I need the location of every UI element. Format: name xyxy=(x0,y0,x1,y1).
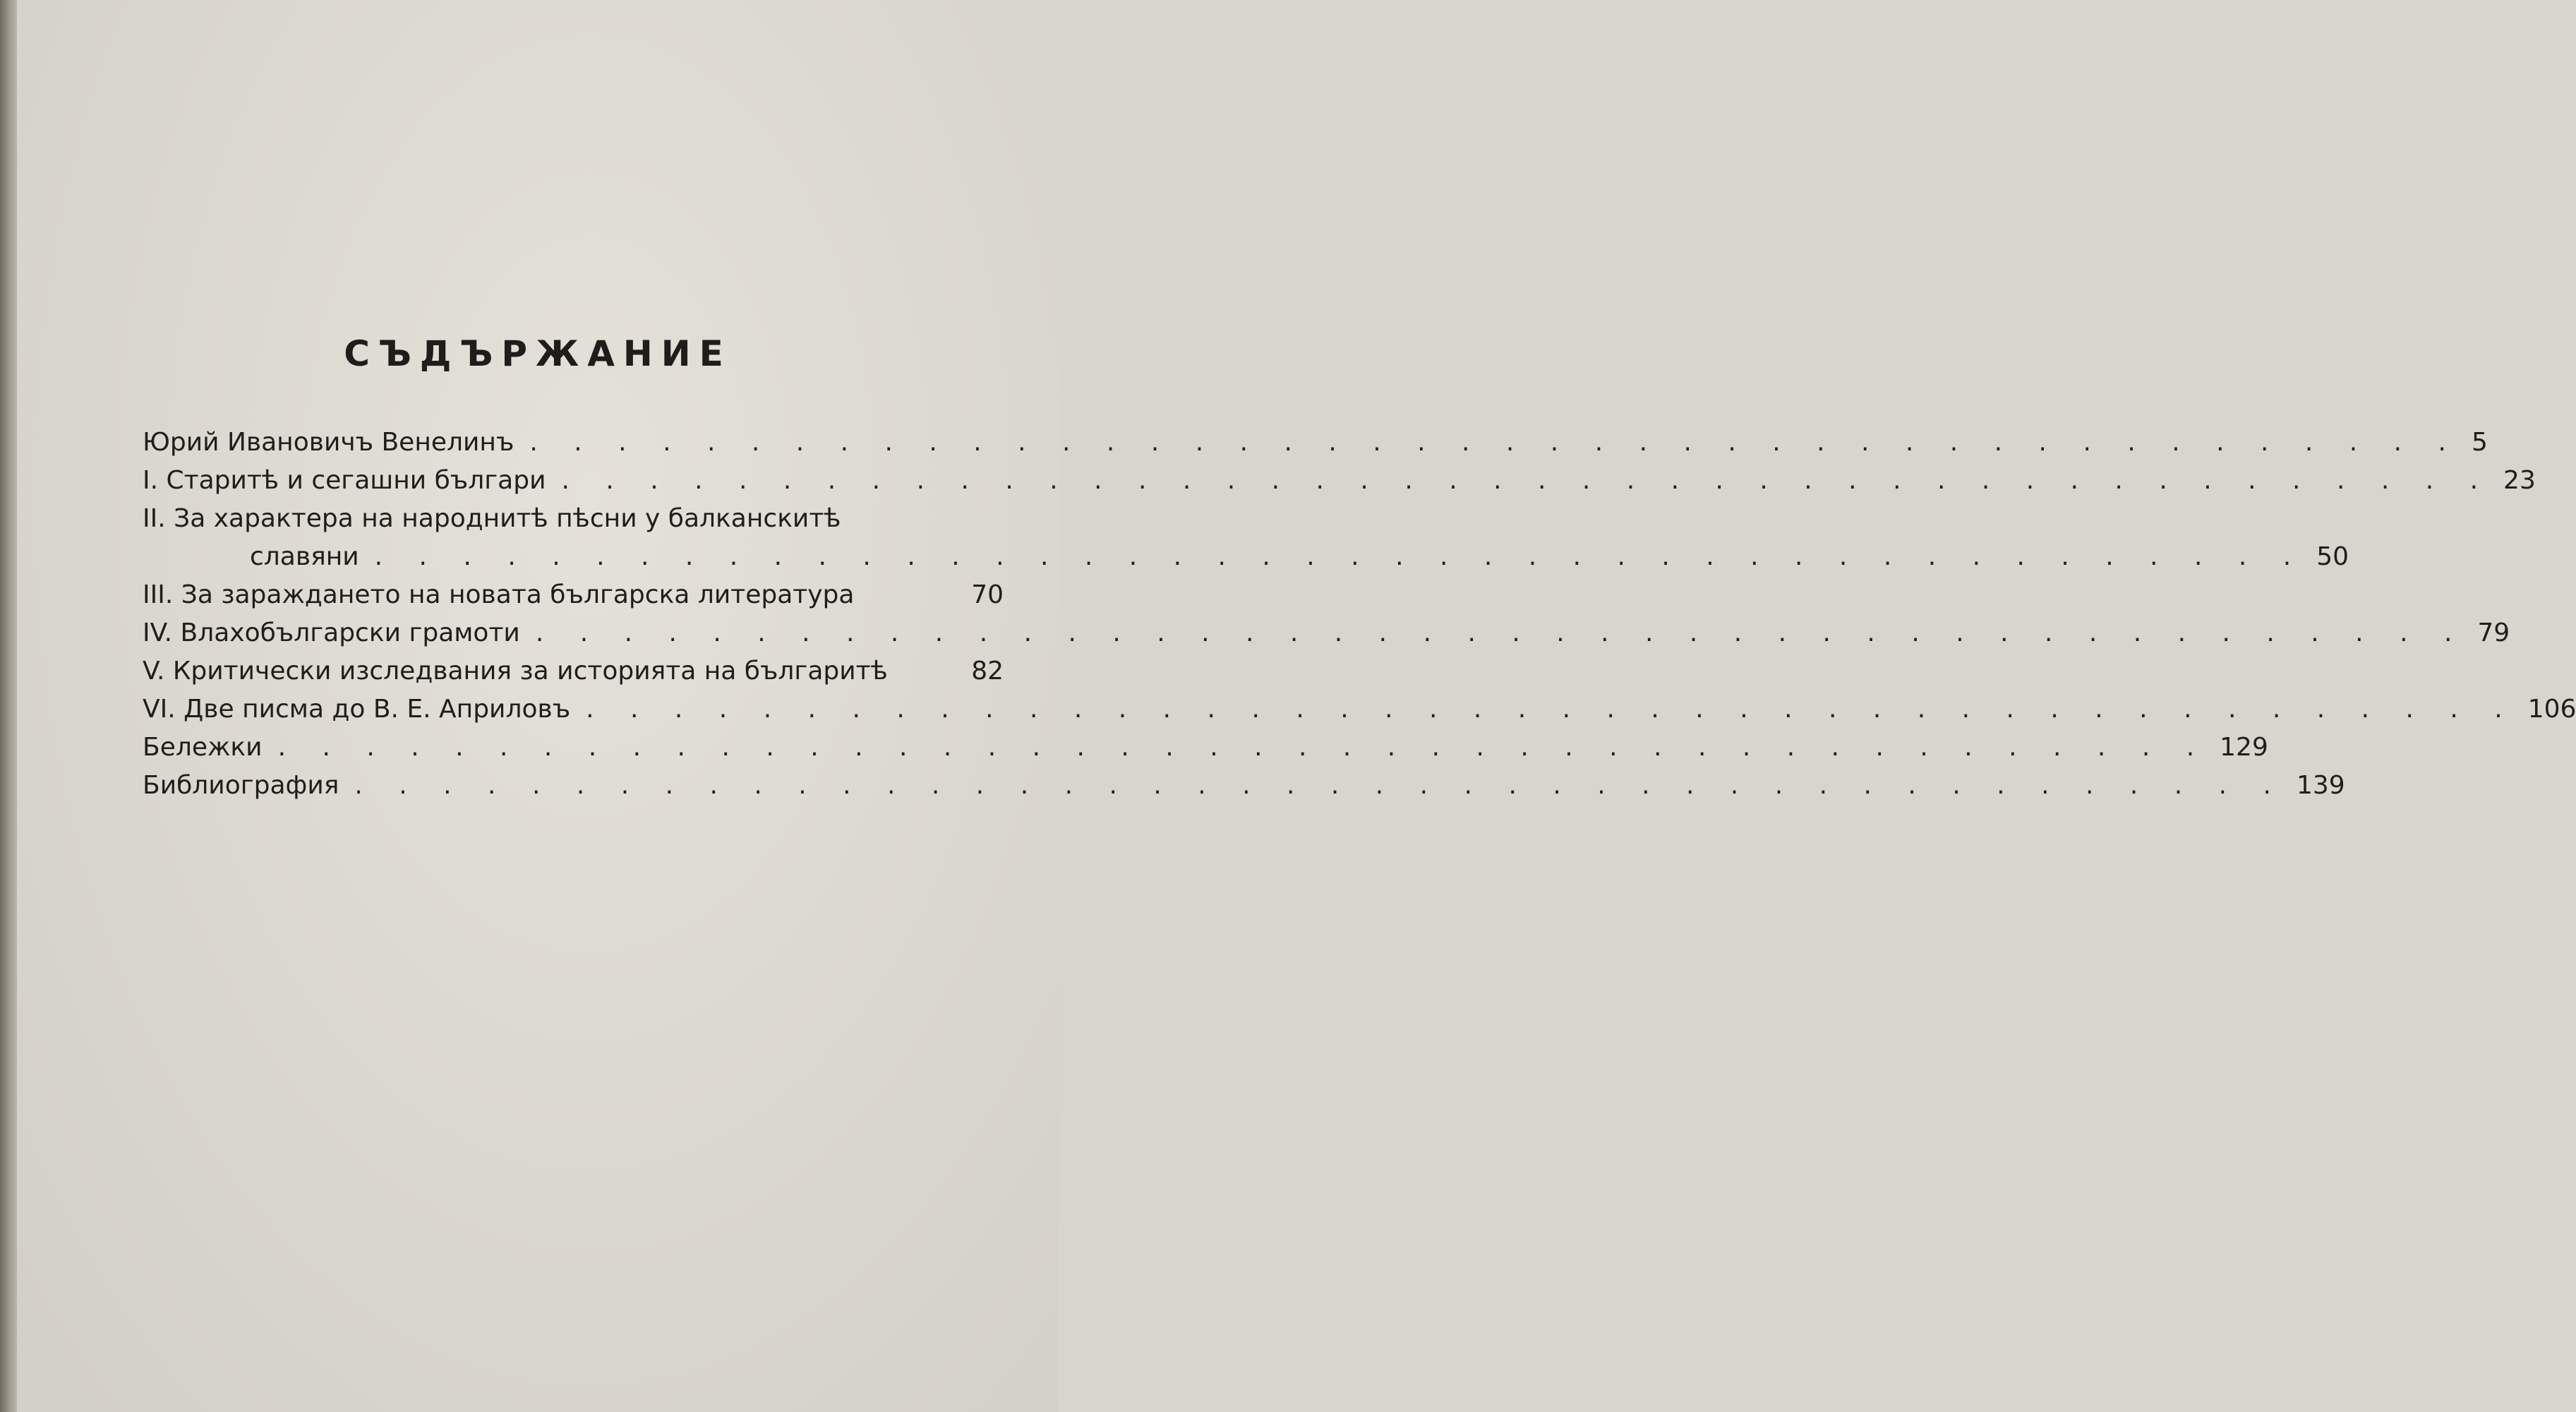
toc-entry-page: 70 xyxy=(971,580,1004,609)
toc-entry-title-continued: славяни xyxy=(250,542,359,571)
toc-entry xyxy=(143,614,2510,652)
toc-entry-continuation xyxy=(143,538,2349,576)
toc-entry xyxy=(143,690,2576,729)
toc-entry-page: 106 xyxy=(2527,695,2576,724)
dot-leader: . . . . . . . . . . . . . . . . . . . . . . . . . . . . . . . . . . . . . . . . . . . . xyxy=(535,618,2467,647)
dot-leader: . . . . . . . . . . . . . . . . . . . . . . . . . . . . . . . . . . . . . . . . . . . . xyxy=(586,695,2517,724)
toc-entry-title: I. Старитѣ и сегашни българи xyxy=(143,466,546,495)
dot-leader: . . . . . . . . . . . . . . . . . . . . . . . . . . . . . . . . . . . . . . . . . . . . xyxy=(277,733,2209,762)
table-of-contents xyxy=(143,424,2576,805)
toc-entry xyxy=(143,500,2349,576)
toc-entry-title: III. За зараждането на новата българска литература xyxy=(143,580,855,609)
toc-entry-page: 50 xyxy=(2316,542,2349,571)
dot-leader: . . . . . . . . . . . . . . . . . . . . . . . . . . . . . . . . . . . . . . . . . . . . xyxy=(529,428,2460,457)
toc-entry xyxy=(143,767,2345,805)
toc-entry-page: 79 xyxy=(2477,618,2510,647)
toc-entry xyxy=(143,424,2488,462)
toc-entry-title: Библиография xyxy=(143,771,339,800)
toc-entry-page: 23 xyxy=(2503,466,2536,495)
toc-entry-title: V. Критически изследвания за историята на българитѣ xyxy=(143,657,888,686)
toc-entry xyxy=(143,462,2536,500)
toc-entry-page: 139 xyxy=(2296,771,2345,800)
toc-entry-title: VI. Две писма до В. Е. Априловъ xyxy=(143,695,571,724)
toc-entry xyxy=(143,729,2268,767)
toc-entry-title: II. За характера на народнитѣ пѣсни у балканскитѣ xyxy=(143,504,841,533)
page-title: СЪДЪРЖАНИЕ xyxy=(344,333,732,374)
toc-entry-page: 82 xyxy=(971,657,1004,686)
toc-entry-page: 129 xyxy=(2220,733,2268,762)
toc-entry xyxy=(143,652,1004,690)
dot-leader: . . . . . . . . . . . . . . . . . . . . . . . . . . . . . . . . . . . . . . . . . . . . xyxy=(561,466,2493,495)
dot-leader: . . . . . . . . . . . . . . . . . . . . . . . . . . . . . . . . . . . . . . . . . . . . xyxy=(354,771,2285,800)
toc-entry-page: 5 xyxy=(2471,428,2488,457)
toc-entry-title: Юрий Ивановичъ Венелинъ xyxy=(143,428,514,457)
dot-leader: . . . . . . . . . . . . . . . . . . . . . . . . . . . . . . . . . . . . . . . . . . . . xyxy=(374,542,2306,571)
book-page xyxy=(17,0,2576,1412)
toc-entry-title: Бележки xyxy=(143,733,263,762)
toc-entry-title: IV. Влахобългарски грамоти xyxy=(143,618,520,647)
toc-entry xyxy=(143,576,1004,614)
